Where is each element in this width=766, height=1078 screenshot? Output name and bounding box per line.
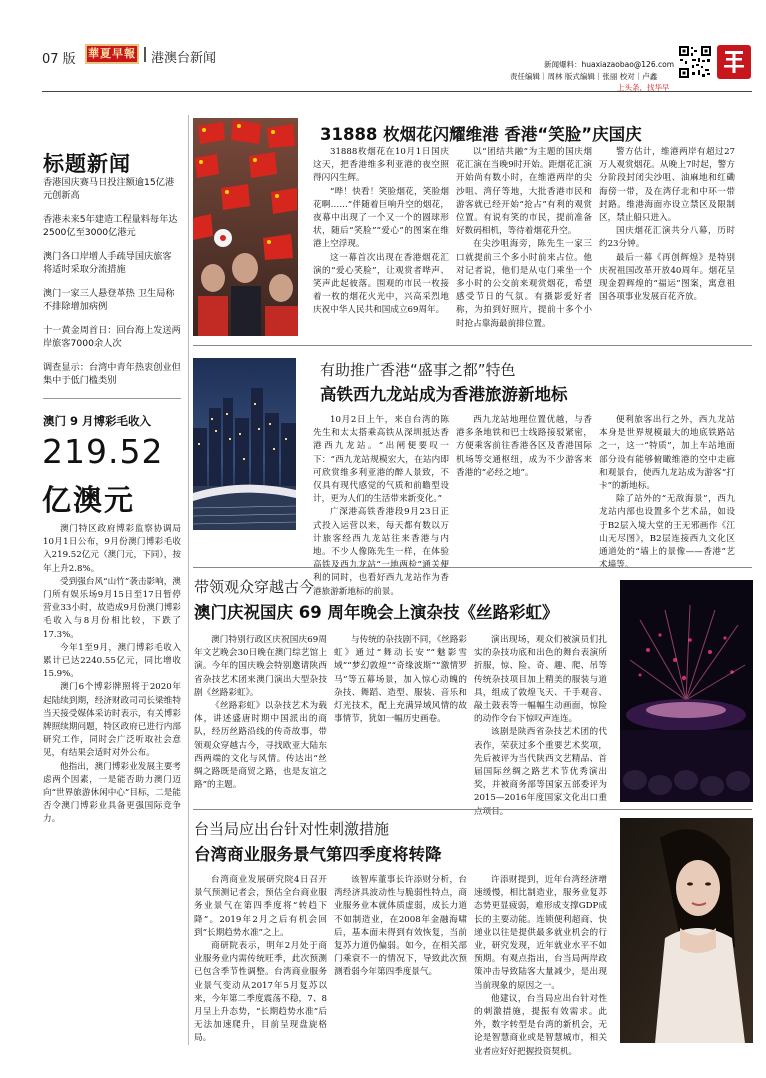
article-divider — [193, 345, 752, 346]
article3-paragraph: 《丝路彩虹》以杂技艺术为载体，讲述盛唐时期中国派出的商队，经历丝路沿线的传奇故事，带领观众穿越古今，寻找欧亚大陆东西两端的文化与风情。传达出“丝绸之路既是商贸之路，也是友谊之路”的主题。 — [194, 701, 327, 791]
gaming-figure: 219.52 — [42, 432, 164, 471]
article2-paragraph: 10月2日上午，来自台湾的陈先生和太太搭乘高铁从深圳抵达香港西九龙站。“出闸便要叹一下：“西九龙站规模宏大，在站内即可欣赏维多利亚港的醉人景致，不仅具有现代感觉的气质和前瞻型设计，更为人们的生活带来新变化。” — [313, 415, 449, 505]
column-divider — [188, 115, 189, 1045]
article1-col-2 — [456, 146, 592, 331]
hotline-email: huaxiazaobao@126.com — [581, 60, 675, 69]
brief-item: 十一黄金周首日：回台海上发送两岸旅客7000余人次 — [43, 325, 181, 349]
article4-headline: 台湾商业服务景气第四季度将转降 — [194, 845, 442, 864]
article3-col-2 — [334, 634, 467, 726]
west-kowloon-skyline-photo — [193, 358, 296, 530]
article1-paragraph: “哗！快看！笑脸烟花，笑脸烟花啊……”伴随着巨响升空的烟花，夜幕中出现了一个又一个的圆球形状，随后“笑脸”“爱心”的图案在维港上空浮现。 — [313, 186, 449, 250]
brief-item: 调查显示：台湾中青年热衷创业但集中于低门槛类别 — [43, 362, 181, 386]
brief-item: 澳门一家三人悬登革热 卫生局称不排除增加病例 — [43, 288, 175, 312]
article3-paragraph: 该剧是陕西省杂技艺术团的代表作，荣获过多个重要艺术奖项，先后被评为当代陕西文艺精品、首届国际丝绸之路艺术节优秀演出奖，并被商务部等国家五部委评为2015—2016年度国家文化出口重点项目。 — [474, 727, 607, 817]
paper-logo-text: 華夏早報 — [88, 47, 136, 60]
article4-kicker: 台当局应出台针对性刺激措施 — [194, 820, 390, 838]
briefs-heading: 标题新闻 — [43, 152, 131, 176]
article2-paragraph: 广深港高铁香港段9月23日正式投入运营以来，每天都有数以万计旅客经西九龙站往来香港与内地。不少人像陈先生一样，在体验高铁及西九龙站“一地两检”通关便利的同时，也看好西九龙站作为香港旅游新地标的前景。 — [313, 507, 449, 597]
article4-col-2 — [334, 874, 467, 980]
gaming-paragraph: 澳门特区政府博彩监察协调局10月1日公布，9月份澳门博彩毛收入219.52亿元（澳门元，下同），按年上升2.8%。 — [43, 524, 181, 574]
app-icon — [717, 45, 751, 79]
gaming-paragraph: 他指出，澳门博彩业发展主要考虑两个因素，一是能否助力澳门迈向“世界旅游休闲中心”目标，二是能否令澳门博彩业具备更强国际竞争力。 — [43, 761, 181, 825]
article4-col-1 — [194, 874, 327, 1046]
article3-headline: 澳门庆祝国庆 69 周年晚会上演杂技《丝路彩虹》 — [194, 603, 559, 622]
article2-col-2 — [456, 414, 592, 480]
article1-paragraph: 在尖沙咀海旁，陈先生一家三口就提前三个多小时前来占位。他对记者说，他们是从屯门乘坐一个多小时的公交前来观赏烟花，希望感受节日的气氛。有摄影爱好者称，为拍到好照片，提前十多个小时抢占靠海最前排位置。 — [456, 239, 592, 329]
article3-col-1 — [194, 634, 327, 792]
portrait-photo — [620, 818, 753, 1043]
gaming-paragraph: 今年1至9月，澳门博彩毛收入累计已达2240.55亿元，同比增收15.9%。 — [43, 642, 181, 680]
article4-paragraph: 商研院表示，明年2月处于商业服务业内需传统旺季，此次预测已包含季节性调整。台湾商业服务业景气变动从2017年5月复苏以来，今年第二季度震荡不稳，7、8月呈上升态势，“长期趋势水准”后无法加速爬升，目前呈现盘旋格局。 — [194, 941, 327, 1044]
masthead-divider — [144, 47, 146, 62]
gaming-body — [43, 523, 181, 827]
article2-paragraph: 除了站外的“无敌海景”，西九龙站内部也设置多个艺术品，如设于B2层入境大堂的王无邪画作《江山无尽图》，B2层连接西九文化区通道处的“墙上的景像——香港”艺术墙等。 — [599, 494, 735, 571]
brief-item: 澳门各口岸增人手疏导国庆旅客 将适时采取分流措施 — [43, 251, 172, 275]
article3-paragraph: 演出现场，观众们被演员们扎实的杂技功底和出色的舞台表演所折服，惊、险、奇、趣、爬、吊等传统杂技项目加上精美的服装与道具，组成了敦煌飞天、千手观音、敲土鼓表等一幅幅生动画面，惊险的动作令台下惊叹声连连。 — [474, 635, 607, 725]
article2-paragraph: 西九龙站地理位置优越，与香港多条地铁和巴士线路接驳紧密，方便乘客前往香港各区及香港国际机场等交通枢纽，成为不少游客来香港的“必经之地”。 — [456, 415, 592, 478]
app-tagline: 上头条，找华早 — [617, 83, 670, 92]
masthead-rule — [42, 91, 752, 92]
article1-paragraph: 31888枚烟花在10月1日国庆这天，把香港维多利亚港的夜空照得闪闪生辉。 — [313, 147, 449, 184]
article1-paragraph: 警方估计，维港两岸有超过27万人观赏烟花。从晚上7时起，警方分阶段封闭尖沙咀、油麻地和红磡海傍一带，及在湾仔北和中环一带封路。维港海面亦设立禁区及限制区，禁止船只进入。 — [599, 147, 735, 224]
hotline — [544, 59, 674, 70]
article1-col-1 — [313, 146, 449, 318]
article4-paragraph: 他建议，台当局应出台针对性的刺激措施，提振有效需求。此外，数字转型是台湾的新机会，无论是智慧商业或是智慧城市，相关业者应好好把握投资契机。 — [474, 993, 607, 1057]
briefs-list — [43, 176, 181, 398]
article3-paragraph: 与传统的杂技剧不同，《丝路彩虹》通过“舞动长安”“魅影雪域”“梦幻敦煌”“奇缘波斯”“激情罗马”等五幕场景，加入惊心动魄的杂技、舞蹈、造型、服装、音乐和灯光技术，配上充满异域风情的故事情节，犹如一幅历史画卷。 — [334, 635, 468, 725]
article1-paragraph: 以“团结共融”为主题的国庆烟花汇演在当晚9时开始。距烟花汇演开始尚有数小时，在维港两岸的尖沙咀、湾仔等地，大批香港市民和游客就已经开始“抢占”有利的观赏位置。有说有笑的市民，提前准备好数码相机，等待着烟花升空。 — [456, 147, 592, 237]
article4-paragraph: 该智库董事长许添财分析，台湾经济具波动性与脆弱性特点，商业服务业本就体质虚弱，成长力道不如制造业，在2008年金融海啸后，基本面未得到有效恢复，当前复苏力道仍偏弱。如今，在相关部门乘衰不一的情况下，导致此次预测看弱今年第四季度景气。 — [334, 875, 467, 978]
article4-col-3 — [474, 874, 607, 1059]
article3-kicker: 带领观众穿越古今 — [194, 578, 315, 596]
article1-paragraph: 最后一幕《再创辉煌》是特别庆祝祖国改革开放40周年。烟花呈现金碧辉煌的“福运”图案，寓意祖国各项事业发展百花齐放。 — [599, 252, 735, 303]
article-divider — [193, 809, 752, 810]
article3-col-3 — [474, 634, 607, 819]
article2-headline: 高铁西九龙站成为香港旅游新地标 — [320, 385, 568, 404]
article2-paragraph: 便利旅客出行之外，西九龙站本身是世界规模最大的地底铁路站之一，这一“特质”，加上车站地面部分设有能够俯瞰维港的空中走廊和观景台，使西九龙站成为游客“打卡”的新地标。 — [599, 415, 735, 492]
left-divider — [43, 398, 181, 399]
national-day-flags-photo — [193, 118, 298, 336]
brief-item: 香港未来5年建造工程量料每年达2500亿至3000亿港元 — [43, 214, 178, 238]
gaming-unit: 亿澳元 — [42, 483, 136, 517]
article1-paragraph: 国庆烟花汇演共分八幕，历时约23分钟。 — [599, 226, 735, 250]
page-number: 07 版 — [42, 52, 76, 67]
gaming-paragraph: 受到强台风“山竹”袭击影响，澳门所有娱乐场9月15日至17日暂停营业33小时，故造成9月份澳门博彩毛收入与8月份相比较，下跌了17.3%。 — [43, 576, 181, 640]
article1-paragraph: 这一幕首次出现在香港烟花汇演的“爱心笑脸”，让观赏者哗声、笑声此起彼落。围观的市民一枚接着一枚的烟花火光中，兴高采烈地庆祝中华人民共和国成立69周年。 — [313, 252, 449, 316]
hotline-label: 新闻爆料： — [544, 60, 582, 69]
paper-logo — [85, 44, 139, 64]
article2-col-1 — [313, 414, 449, 599]
section-title: 港澳台新闻 — [151, 51, 217, 66]
article2-kicker: 有助推广香港“盛事之都”特色 — [320, 361, 516, 379]
brief-item: 香港国庆赛马日投注额逾15亿港元创新高 — [43, 177, 175, 201]
article-divider — [193, 567, 752, 568]
article4-paragraph: 台湾商业发展研究院4日召开景气预测记者会，预估全台商业服务业景气在第四季度将“转趋下降”。2019年2月之后有机会回到“长期趋势水准”之上。 — [194, 875, 327, 938]
article2-col-3 — [599, 414, 735, 572]
editor-credits: 责任编辑｜周林 版式编辑｜张丽 校对｜卢鑫 — [510, 72, 658, 81]
qr-code — [678, 45, 712, 79]
gaming-label: 澳门 9 月博彩毛收入 — [43, 414, 152, 428]
gaming-paragraph: 澳门6个博彩牌照将于2020年起陆续到期，经济财政司司长梁维特当天接受媒体采访时表示，有关博彩牌照续期问题，特区政府已进行内部研究工作，同时会广泛听取社会意见，有结果会适时对外公布。 — [43, 682, 181, 759]
stage-performance-photo — [620, 580, 753, 802]
article1-col-3 — [599, 146, 735, 304]
article4-paragraph: 许添财提到，近年台湾经济增速缓慢，相比制造业，服务业复苏态势更显疲弱，难形成支撑GDP成长的主要动能。连锁便利超商、快递业以往是提供最多就业机会的行业，研究发现，近年就业水平不如预期。有观点指出，台当局两岸政策冲击导致陆客大量减少，是出现当前现象的原因之一。 — [474, 875, 607, 991]
article1-headline: 31888 枚烟花闪耀维港 香港“笑脸”庆国庆 — [320, 125, 642, 144]
article3-paragraph: 澳门特别行政区庆祝国庆69周年文艺晚会30日晚在澳门综艺馆上演。今年的国庆晚会特别邀请陕西省杂技艺术团来澳门演出大型杂技剧《丝路彩虹》。 — [194, 635, 327, 698]
